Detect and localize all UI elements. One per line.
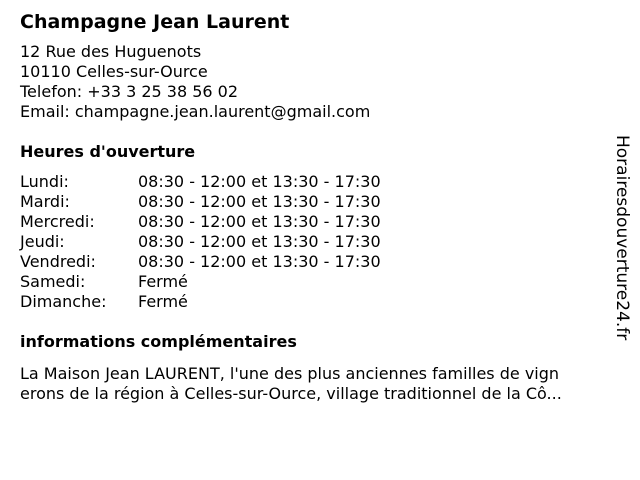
info-line-2: erons de la région à Celles-sur-Ource, village traditionnel de la Cô...: [20, 384, 562, 403]
hours-time: 08:30 - 12:00 et 13:30 - 17:30: [138, 232, 381, 251]
hours-title: Heures d'ouverture: [20, 142, 196, 161]
hours-time: 08:30 - 12:00 et 13:30 - 17:30: [138, 192, 381, 211]
hours-time: 08:30 - 12:00 et 13:30 - 17:30: [138, 212, 381, 231]
info-title: informations complémentaires: [20, 332, 297, 351]
hours-row-monday: [20, 172, 610, 192]
hours-day: Mercredi:: [20, 212, 95, 231]
hours-day: Lundi:: [20, 172, 69, 191]
hours-day: Mardi:: [20, 192, 70, 211]
hours-day: Dimanche:: [20, 292, 107, 311]
business-card: [20, 10, 610, 404]
business-name: Champagne Jean Laurent: [20, 11, 290, 33]
hours-time: 08:30 - 12:00 et 13:30 - 17:30: [138, 252, 381, 271]
site-watermark: Horairesdouverture24.fr: [612, 135, 632, 341]
hours-day: Vendredi:: [20, 252, 96, 271]
address-line-2: 10110 Celles-sur-Ource: [20, 62, 208, 81]
hours-row-sunday: [20, 292, 610, 312]
hours-row-wednesday: [20, 212, 610, 232]
hours-table: [20, 172, 610, 312]
email-line: Email: champagne.jean.laurent@gmail.com: [20, 102, 371, 121]
info-description: [20, 364, 610, 404]
phone-line: Telefon: +33 3 25 38 56 02: [20, 82, 239, 101]
hours-time: Fermé: [138, 292, 188, 311]
address-line-1: 12 Rue des Huguenots: [20, 42, 202, 61]
contact-block: [20, 42, 610, 122]
hours-day: Samedi:: [20, 272, 86, 291]
hours-time: 08:30 - 12:00 et 13:30 - 17:30: [138, 172, 381, 191]
hours-row-saturday: [20, 272, 610, 292]
hours-row-tuesday: [20, 192, 610, 212]
hours-time: Fermé: [138, 272, 188, 291]
hours-row-thursday: [20, 232, 610, 252]
info-line-1: La Maison Jean LAURENT, l'une des plus anciennes familles de vign: [20, 364, 560, 383]
hours-row-friday: [20, 252, 610, 272]
hours-day: Jeudi:: [20, 232, 65, 251]
